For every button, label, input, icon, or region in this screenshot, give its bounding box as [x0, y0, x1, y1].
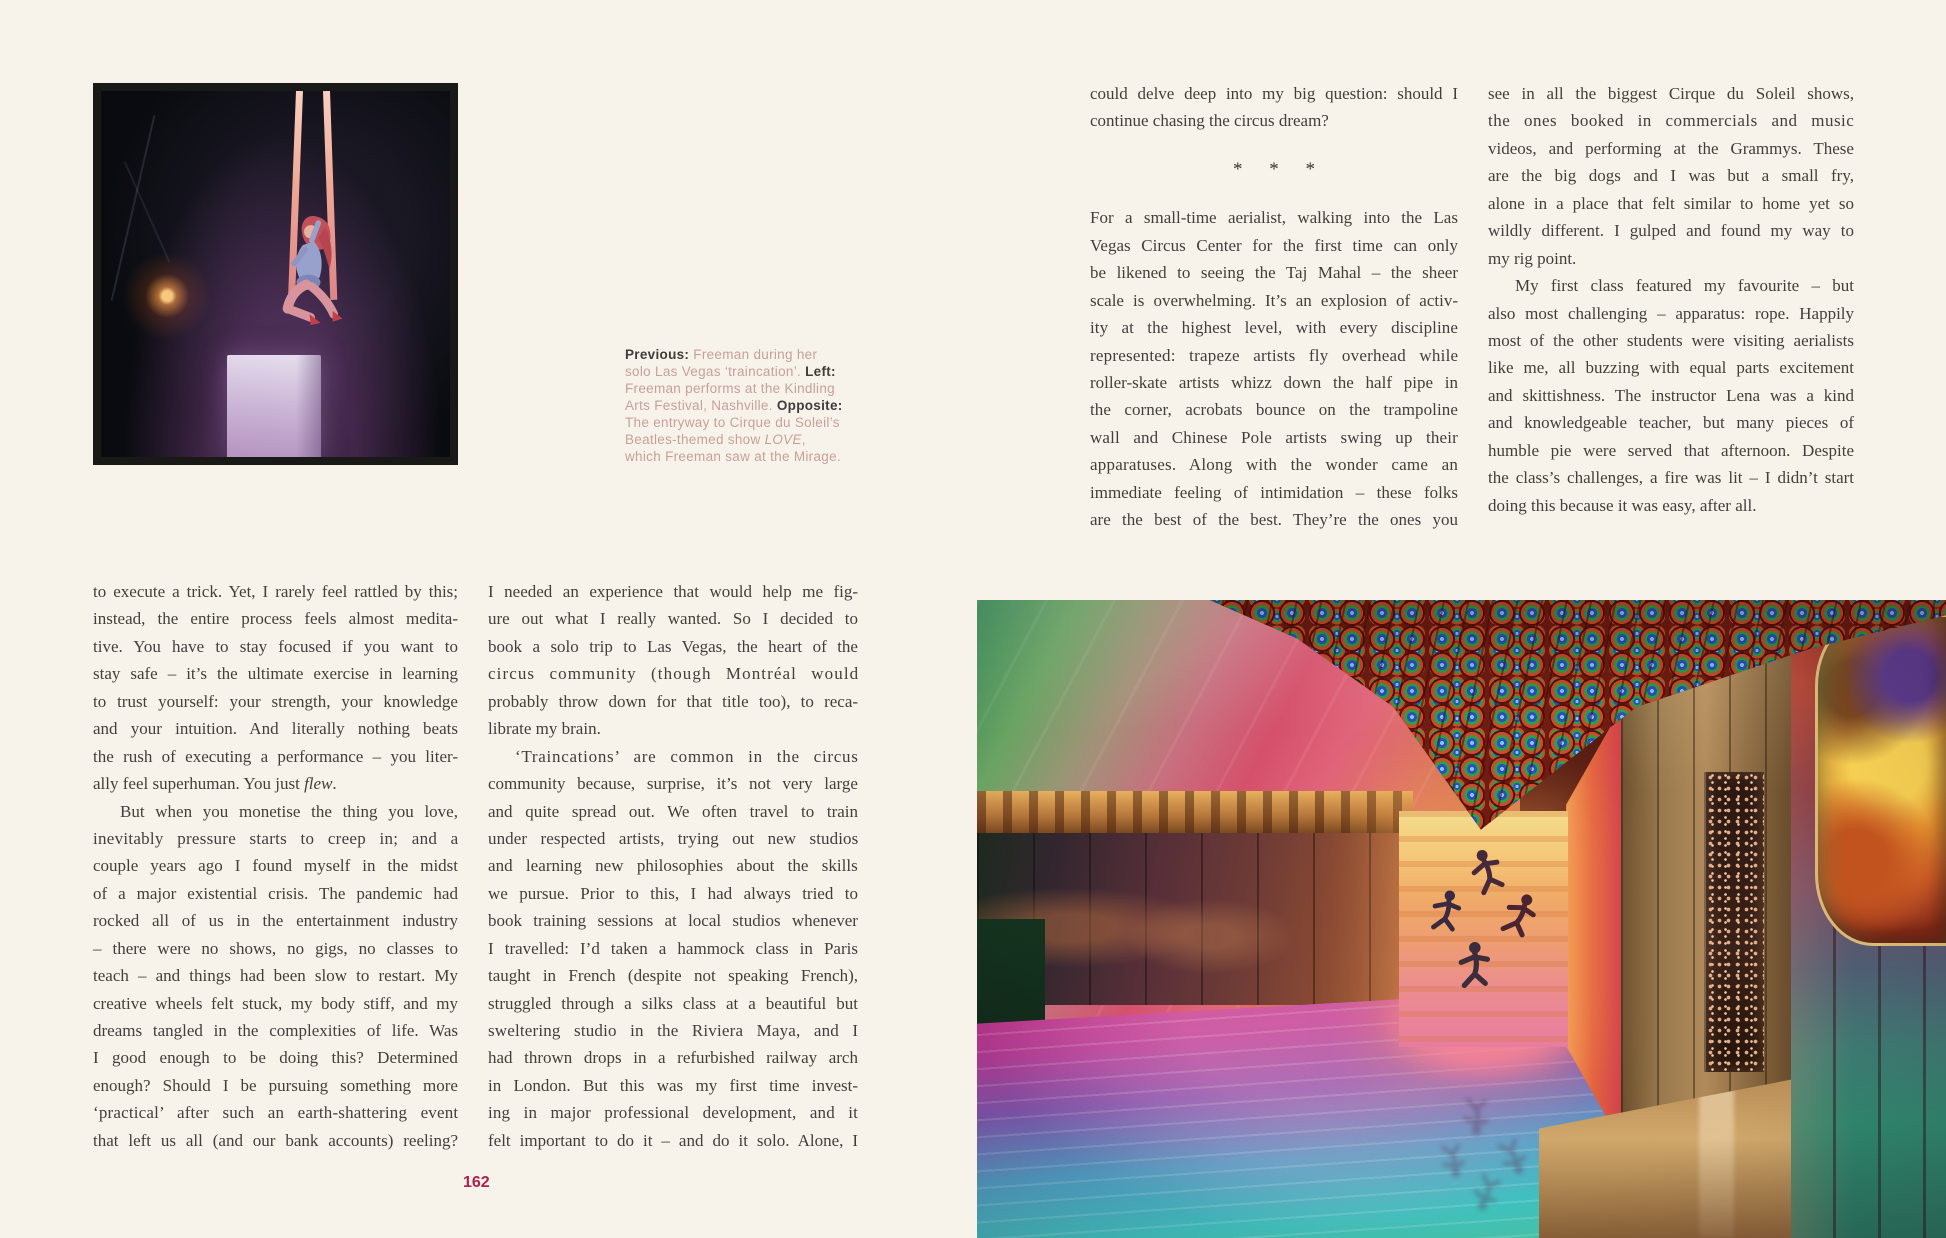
text-line: sweltering studio in the Riviera Maya, and I — [488, 1021, 859, 1040]
text-line: wall and Chinese Pole artists swing up their — [1090, 427, 1458, 447]
text-line: Freeman performs at the Kindling — [625, 381, 835, 396]
right-page-column-2 — [1488, 80, 1854, 519]
text-line: solo Las Vegas ‘traincation’. Left: — [625, 364, 836, 379]
text-line: alone in a place that felt similar to home yet so — [1488, 193, 1854, 213]
text-line: and skittishness. The instructor Lena was a kind — [1488, 385, 1855, 405]
text-line: community because, surprise, it’s not very large — [488, 774, 858, 794]
right-page-column-1 — [1090, 80, 1458, 534]
text-line: like me, all buzzing with equal parts excitement — [1488, 358, 1854, 378]
text-line: immediate feeling of intimidation – these folks — [1090, 482, 1458, 502]
text-line: ity at the highest level, with every discipline — [1090, 318, 1458, 338]
text-line: I needed an experience that would help me fig- — [488, 582, 859, 601]
text-line: librate my brain. — [488, 719, 601, 739]
text-line: But when you monetise the thing you love, — [120, 801, 458, 821]
text-line: scale is overwhelming. It’s an explosion of activ- — [1090, 290, 1458, 310]
text-line: could delve deep into my big question: should I — [1090, 84, 1458, 103]
text-line: videos, and performing at the Grammys. These — [1488, 138, 1854, 158]
text-line: probably throw down for that title too), to reca- — [488, 691, 859, 711]
text-line: and quite spread out. We often travel to train — [488, 801, 859, 821]
text-line: rocked all of us in the entertainment industry — [93, 911, 459, 931]
text-line: ure out what I really wanted. So I decided to — [488, 609, 858, 629]
text-line: continue chasing the circus dream? — [1090, 111, 1329, 131]
text-line: ing in major professional development, and it — [488, 1103, 858, 1123]
text-line: most of the other students were visiting aerialists — [1488, 330, 1854, 350]
text-line: felt important to do it – and do it solo. Alone, I — [488, 1130, 859, 1150]
text-line: couple years ago I found myself in the midst — [93, 856, 459, 876]
text-line: and learning new philosophies about the skills — [488, 856, 858, 876]
page-number: 162 — [463, 1174, 490, 1191]
section-break-stars: * * * — [1233, 158, 1326, 180]
text-line: my rig point. — [1488, 248, 1577, 268]
text-line: apparatuses. Along with the wonder came an — [1090, 455, 1459, 475]
text-line: and knowledgeable teacher, but many pieces of — [1488, 413, 1854, 433]
text-line: are the big dogs and I was but a small fry, — [1488, 166, 1854, 186]
text-line: I good enough to be doing this? Determined — [93, 1048, 458, 1068]
aerialist-photo — [93, 83, 458, 465]
text-line: we pursue. Prior to this, I had always tried to — [488, 883, 858, 903]
text-line: doing this because it was easy, after all. — [1488, 495, 1757, 515]
text-line: the ones booked in commercials and music — [1488, 111, 1855, 131]
photo-vignette — [977, 600, 1946, 1238]
left-page-column-2 — [488, 578, 858, 1154]
text-line: stay safe – it’s the ultimate exercise in learning — [93, 664, 458, 684]
text-line: the rush of executing a performance – you liter- — [93, 746, 458, 766]
text-line: also most challenging – apparatus: rope. Happily — [1488, 303, 1855, 323]
text-line: creative wheels felt stuck, my body stiff, and my — [93, 993, 459, 1013]
love-entryway-photo — [977, 600, 1946, 1238]
text-line: – there were no shows, no gigs, no classes to — [93, 938, 459, 958]
aerialist-performer — [248, 212, 367, 388]
text-line: My first class featured my favourite – but — [1515, 276, 1854, 296]
text-line: The entryway to Cirque du Soleil’s — [625, 415, 840, 430]
text-line: circus community (though Montréal would — [488, 664, 860, 684]
text-line: book a solo trip to Las Vegas, the heart of the — [488, 636, 858, 656]
text-line: see in all the biggest Cirque du Soleil shows, — [1488, 84, 1854, 103]
text-line: are the best of the best. They’re the ones you — [1090, 510, 1458, 530]
text-line: ‘practical’ after such an earth-shattering event — [93, 1103, 459, 1123]
text-line: and your intuition. And literally nothing beats — [93, 719, 458, 739]
text-line: the corner, acrobats bounce on the trampoline — [1090, 400, 1458, 420]
text-line: of a major existential crisis. The pandemic had — [93, 883, 458, 903]
text-line: instead, the entire process feels almost medita- — [93, 609, 458, 629]
text-line: Vegas Circus Center for the first time can only — [1090, 235, 1458, 255]
text-line: Arts Festival, Nashville. Opposite: — [625, 398, 843, 413]
left-page-column-1 — [93, 578, 458, 1154]
text-line: had thrown drops in a refurbished railway arch — [488, 1048, 858, 1068]
text-line: ally feel superhuman. You just flew. — [93, 774, 337, 794]
text-line: tive. You have to stay focused if you want to — [93, 636, 459, 656]
text-line: that left us all (and our bank accounts) reeling? — [93, 1130, 459, 1150]
text-line: roller-skate artists whizz down the half pipe in — [1090, 372, 1458, 392]
text-line: humble pie were served that afternoon. Despite — [1488, 440, 1854, 460]
text-line: to execute a trick. Yet, I rarely feel rattled by this; — [93, 582, 459, 601]
text-line: represented: trapeze artists fly overhead while — [1090, 345, 1459, 365]
text-line: under respected artists, trying out new studios — [488, 828, 859, 848]
text-line: which Freeman saw at the Mirage. — [625, 449, 841, 464]
text-line: in London. But this was my first time invest- — [488, 1075, 858, 1095]
text-line: dreams tangled in the complexities of life. Was — [93, 1021, 458, 1040]
text-line: enough? Should I be pursuing something more — [93, 1075, 458, 1095]
text-line: inevitably pressure starts to creep in; and a — [93, 828, 459, 848]
text-line: wildly different. I gulped and found my way to — [1488, 221, 1854, 241]
text-line: book training sessions at local studios whenever — [488, 911, 858, 931]
text-line: to trust yourself: your strength, your knowledge — [93, 691, 458, 711]
text-line: be likened to seeing the Taj Mahal – the sheer — [1090, 263, 1458, 283]
text-line: struggled through a silks class at a beautiful but — [488, 993, 858, 1013]
photo-caption — [625, 346, 925, 465]
aerialist-photo-scene — [101, 91, 450, 457]
text-line: I travelled: I’d taken a hammock class in Paris — [488, 938, 858, 958]
text-line: Previous: Freeman during her — [625, 347, 818, 362]
text-line: ‘Traincations’ are common in the circus — [515, 746, 859, 766]
text-line: For a small-time aerialist, walking into the Las — [1090, 208, 1458, 228]
text-line: teach – and things had been slow to restart. My — [93, 966, 458, 986]
text-line: taught in French (despite not speaking French), — [488, 966, 858, 986]
text-line: the class’s challenges, a fire was lit – I didn’t start — [1488, 468, 1855, 488]
text-line: Beatles-themed show LOVE, — [625, 432, 806, 447]
